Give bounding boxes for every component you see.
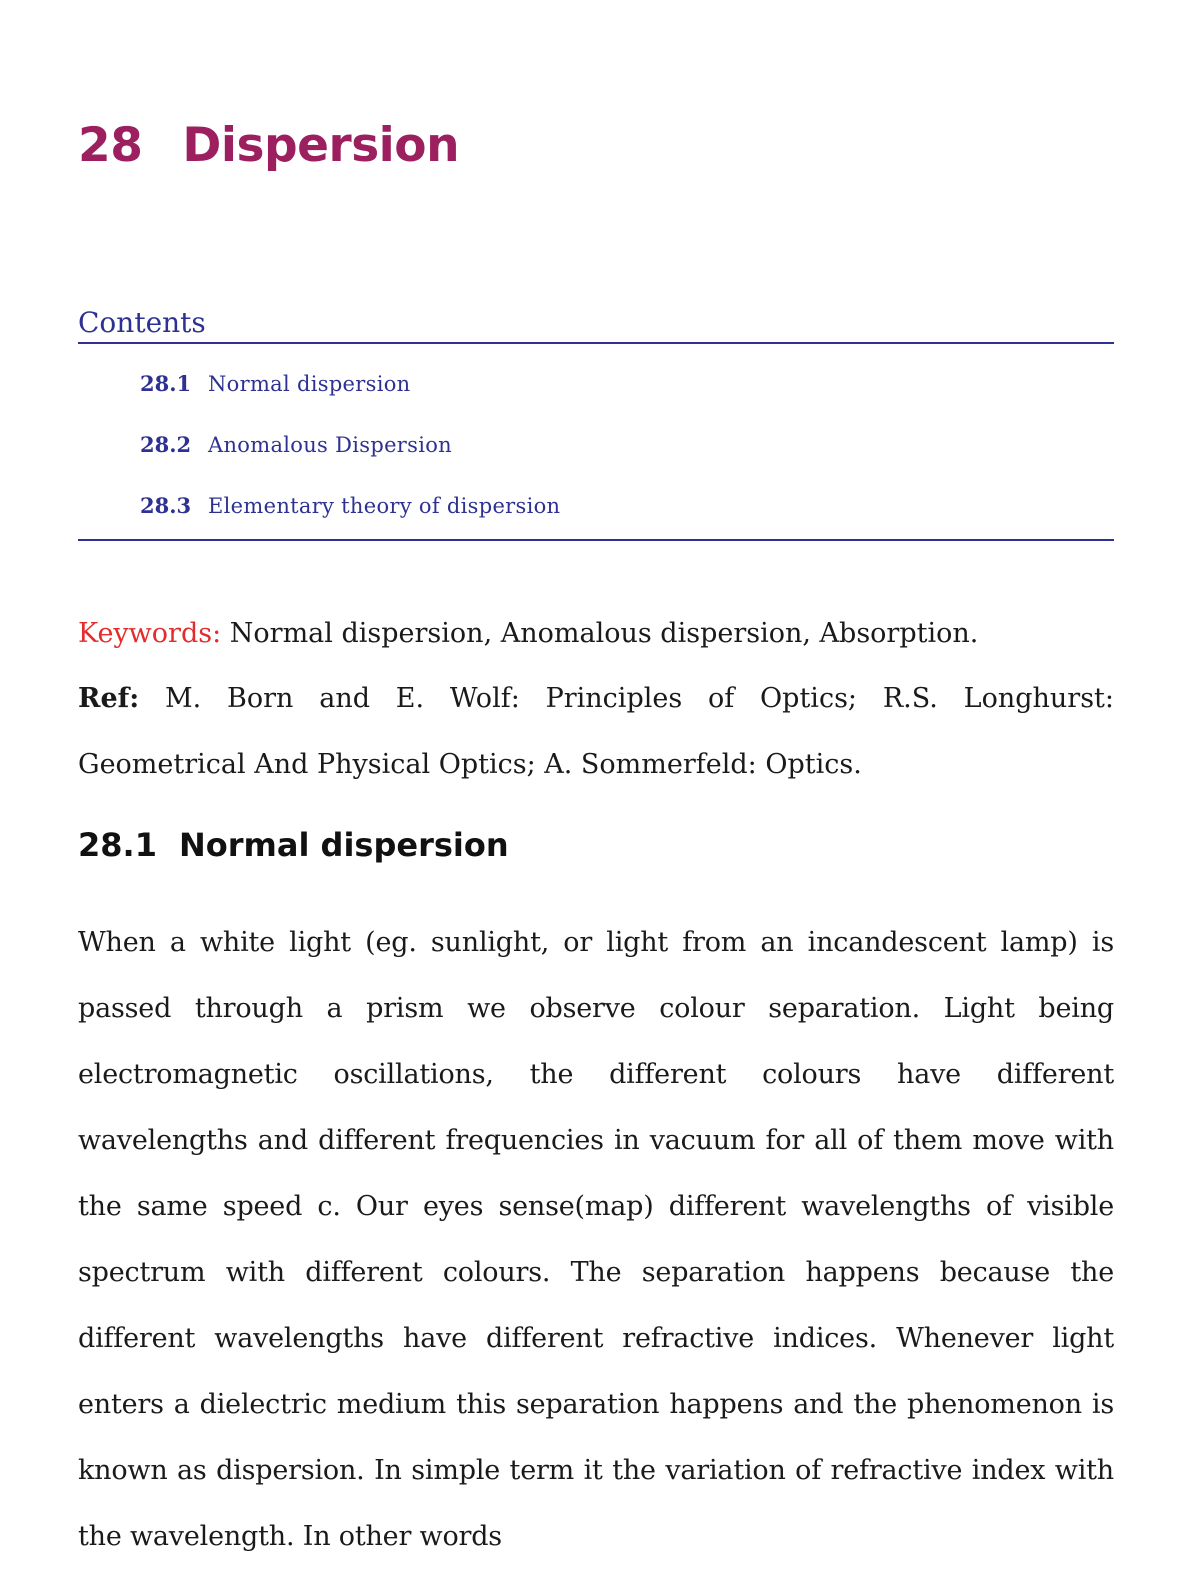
chapter-title-text: Dispersion [182,118,460,173]
toc-item-title: Anomalous Dispersion [208,433,453,457]
body-paragraph: When a white light (eg. sunlight, or light from an incandescent lamp) is passed through a prism we observe colour separation. Light being electromagnetic oscillations, the different colours have different wavelengths and different frequencies in vacuum for all of them move with the same speed c. Our eyes sense(map) different wavelengths of visible spectrum with different colours. The separation happens because the different wavelengths have different refractive indices. Whenever light enters a dielectric medium this separation happens and the phenomenon is known as dispersion. In simple term it the variation of refractive index with the wavelength. In other words [78,927,1114,1552]
toc-item-28-2[interactable] [140,432,560,493]
chapter-number: 28 [78,118,143,173]
contents-top-rule [78,342,1114,344]
toc-item-number: 28.1 [140,371,192,396]
toc-item-title: Normal dispersion [208,372,411,396]
keywords-label: Keywords: [78,618,222,649]
toc-item-title: Elementary theory of dispersion [208,494,561,518]
section-title [78,826,509,864]
keywords-text: Normal dispersion, Anomalous dispersion, Absorption. [229,618,979,649]
contents-bottom-rule [78,539,1114,541]
keywords-line [78,601,1114,667]
chapter-title [78,118,459,173]
toc-item-number: 28.2 [140,432,192,457]
table-of-contents [140,371,560,554]
reference-label: Ref: [78,683,140,714]
reference-line [78,666,1114,798]
contents-heading: Contents [78,306,206,339]
section-title-text: Normal dispersion [178,826,509,864]
toc-item-number: 28.3 [140,493,192,518]
toc-item-28-1[interactable] [140,371,560,432]
toc-item-28-3[interactable] [140,493,560,554]
reference-text: M. Born and E. Wolf: Principles of Optics; R.S. Longhurst: Geometrical And Physical Optics; A. Sommerfeld: Optics. [78,683,1114,780]
section-number: 28.1 [78,826,157,864]
